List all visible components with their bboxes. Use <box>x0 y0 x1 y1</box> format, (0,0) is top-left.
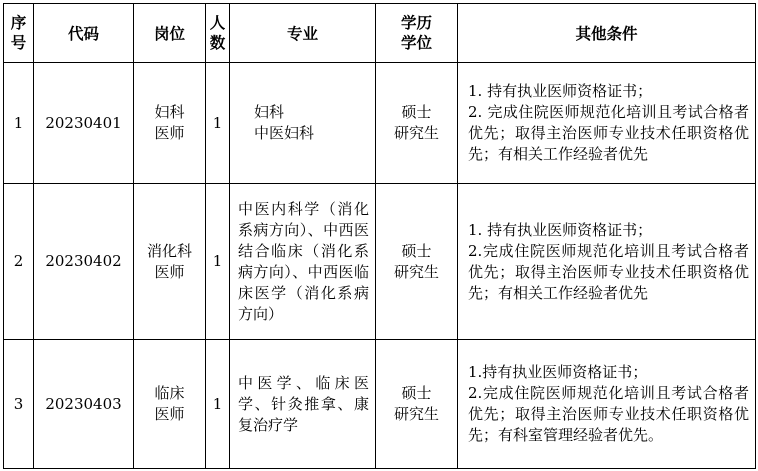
header-count <box>206 4 230 63</box>
row-condition-item: 1. 持有执业医师资格证书； <box>468 220 653 239</box>
row-count: 1 <box>206 184 230 340</box>
row-degree-line: 硕士 <box>401 384 432 402</box>
row-code: 20230403 <box>34 340 134 469</box>
row-code: 20230402 <box>34 184 134 340</box>
row-position-line: 医师 <box>154 124 185 142</box>
row-position-line: 医师 <box>154 262 185 281</box>
row-degree-line: 研究生 <box>393 262 439 281</box>
row-major: 中医学、临床医学、针灸推拿、康复治疗学 <box>230 340 376 469</box>
header-count-line2: 数 <box>209 33 226 52</box>
row-major-line: 妇科 <box>254 103 285 121</box>
row-position-line: 临床 <box>154 384 185 402</box>
row-index: 2 <box>4 184 34 340</box>
row-condition-item: 2.完成住院医师规范化培训且考试合格者优先；取得主治医师专业技术任职资格优先；有科室管理经验者优先。 <box>468 384 749 444</box>
row-condition-item: 1.持有执业医师资格证书； <box>468 363 648 381</box>
row-degree-line: 硕士 <box>401 241 432 260</box>
header-position: 岗位 <box>134 4 206 63</box>
row-position-line: 妇科 <box>154 103 185 121</box>
row-position-line: 医师 <box>154 405 185 423</box>
table-row <box>4 184 756 340</box>
row-condition-item: 1. 持有执业医师资格证书； <box>468 82 653 100</box>
row-count: 1 <box>206 63 230 184</box>
row-major-line: 中医妇科 <box>254 124 315 142</box>
row-condition-item: 2. 完成住院医师规范化培训且考试合格者优先；取得主治医师专业技术任职资格优先；有相关工作经验者优先 <box>468 103 749 163</box>
row-position <box>134 184 206 340</box>
header-degree-line1: 学历 <box>400 13 432 32</box>
row-degree <box>376 340 458 469</box>
row-count: 1 <box>206 340 230 469</box>
header-index-line2: 号 <box>10 33 27 52</box>
row-position <box>134 340 206 469</box>
header-index <box>4 4 34 63</box>
header-row <box>4 4 756 63</box>
header-major: 专业 <box>230 4 376 63</box>
row-position-line: 消化科 <box>146 241 192 260</box>
header-degree-line2: 学位 <box>400 33 432 52</box>
row-index: 3 <box>4 340 34 469</box>
row-conditions <box>458 184 756 340</box>
row-conditions <box>458 340 756 469</box>
row-position <box>134 63 206 184</box>
row-degree-line: 硕士 <box>401 103 432 121</box>
row-degree <box>376 184 458 340</box>
recruitment-table <box>3 3 756 469</box>
row-index: 1 <box>4 63 34 184</box>
table-row <box>4 340 756 469</box>
row-condition-item: 2.完成住院医师规范化培训且考试合格者优先；取得主治医师专业技术任职资格优先；有相关工作经验者优先 <box>468 241 749 302</box>
header-code: 代码 <box>34 4 134 63</box>
row-degree-line: 研究生 <box>393 405 439 423</box>
row-degree-line: 研究生 <box>393 124 439 142</box>
header-count-line1: 人 <box>209 13 226 32</box>
row-code: 20230401 <box>34 63 134 184</box>
table-row <box>4 63 756 184</box>
row-degree <box>376 63 458 184</box>
row-major <box>230 63 376 184</box>
header-degree <box>376 4 458 63</box>
row-major: 中医内科学（消化系病方向）、中西医结合临床（消化系病方向）、中西医临床医学（消化系病方向） <box>230 184 376 340</box>
row-conditions <box>458 63 756 184</box>
header-index-line1: 序 <box>10 13 27 32</box>
header-conditions: 其他条件 <box>458 4 756 63</box>
